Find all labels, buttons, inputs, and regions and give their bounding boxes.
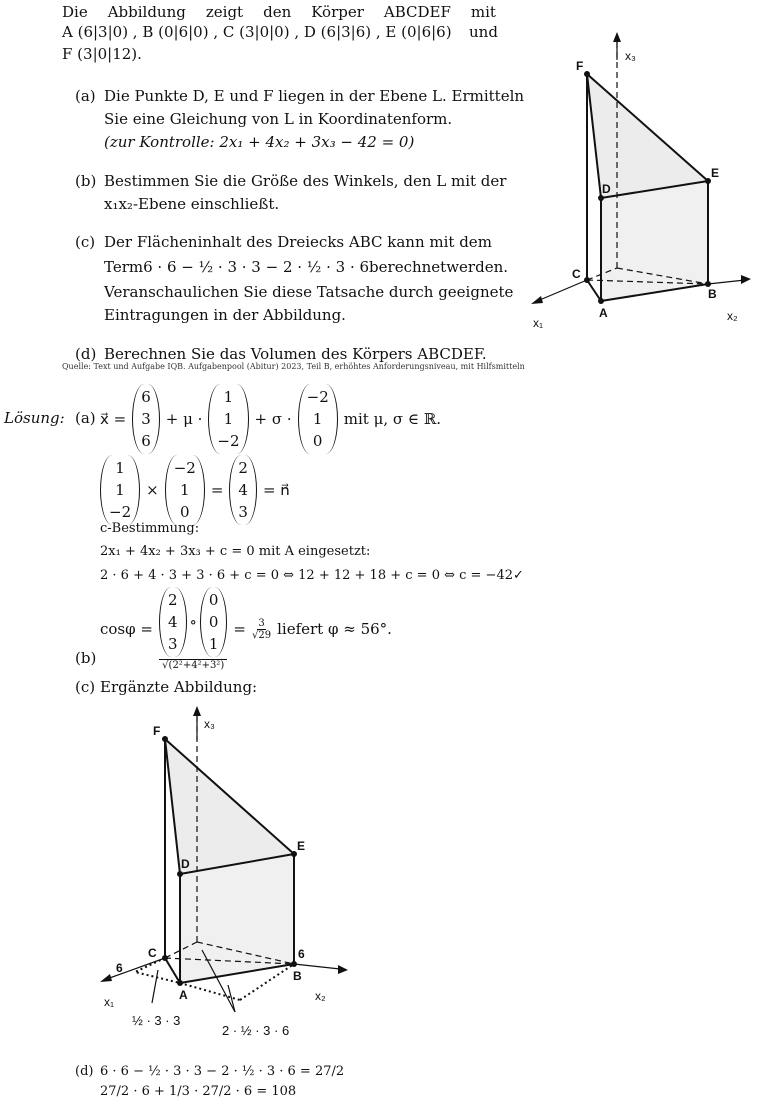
- x3-arrow: [613, 32, 621, 42]
- face-def: [165, 739, 294, 874]
- solution-c-text: Ergänzte Abbildung:: [100, 678, 258, 696]
- label-x1: x₁: [104, 995, 115, 1009]
- leader-1: [152, 970, 158, 1003]
- word: Körper: [311, 3, 364, 21]
- x1-arrow: [100, 974, 112, 982]
- sigma-term: + σ ·: [254, 410, 292, 428]
- cross-vector-a: 1 1 −2: [100, 455, 140, 525]
- word: zeigt: [205, 3, 244, 21]
- vector-support: 6 3 6: [132, 384, 160, 454]
- task-c-line-1: Der Flächeninhalt des Dreiecks ABC kann mit dem: [104, 233, 492, 251]
- label-a: A: [179, 988, 188, 1002]
- task-c-line-4: Eintragungen in der Abbildung.: [104, 306, 346, 324]
- figure-solid-bottom: [90, 700, 370, 1055]
- task-b-label: (b): [75, 172, 97, 190]
- cos-fraction: [159, 587, 227, 671]
- edge-ca: [587, 280, 601, 301]
- intro-line-2: A (6|3|0) , B (0|6|0) , C (3|0|0) , D (6|3|6) , E (0|6|6): [62, 23, 452, 41]
- task-b-line-1: Bestimmen Sie die Größe des Winkels, den L mit der: [104, 172, 507, 190]
- word: berechnet: [369, 258, 447, 276]
- label-x2: x₂: [315, 989, 326, 1003]
- intro-line-2-end: und: [469, 23, 498, 41]
- task-a-line-1: Die Punkte D, E und F liegen in der Ebene L. Ermitteln: [104, 87, 525, 105]
- normal-label: = n⃗: [262, 481, 290, 499]
- solution-c-label: (c): [75, 678, 96, 696]
- x3-arrow: [193, 706, 201, 716]
- tick-x1-6: 6: [116, 961, 123, 975]
- word: ABCDEF: [383, 3, 451, 21]
- word: mit: [470, 3, 496, 21]
- point-c: [162, 955, 168, 961]
- x-vector: x⃗ =: [100, 410, 127, 428]
- x2-arrow: [741, 275, 751, 284]
- figure-solid-top: [525, 30, 755, 340]
- equals-sign: =: [233, 620, 246, 638]
- cos-label: cosφ =: [100, 620, 153, 638]
- mu-term: + μ ·: [165, 410, 203, 428]
- tick-x2-6: 6: [298, 947, 305, 961]
- label-e: E: [297, 839, 306, 853]
- label-e: E: [711, 166, 720, 180]
- label-x1: x₁: [533, 316, 544, 330]
- word: werden.: [446, 258, 508, 276]
- task-d-label: (d): [75, 345, 97, 363]
- task-a-line-2: Sie eine Gleichung von L in Koordinatenform.: [104, 110, 453, 128]
- label-d: D: [602, 182, 611, 196]
- point-f: [162, 736, 168, 742]
- point-f: [584, 71, 590, 77]
- angle-result: liefert φ ≈ 56°.: [277, 620, 392, 638]
- task-c-line-2: [104, 255, 508, 279]
- label-d: D: [181, 857, 190, 871]
- point-a: [177, 980, 183, 986]
- intro-line-3: F (3|0|12).: [62, 45, 142, 63]
- x1-axis: [104, 958, 165, 980]
- task-a-label: (a): [75, 87, 96, 105]
- word: Abbildung: [107, 3, 186, 21]
- annotation-large-triangles: 2 · ½ · 3 · 6: [222, 1023, 290, 1038]
- label-b: B: [708, 287, 717, 301]
- vector-direction-1: 1 1 −2: [208, 384, 248, 454]
- c-line-1: 2x₁ + 4x₂ + 3x₃ + c = 0 mit A eingesetzt:: [100, 544, 371, 559]
- solution-d-label: (d): [75, 1064, 94, 1079]
- angle-formula: [100, 586, 392, 672]
- dot-sign: ∘: [189, 613, 197, 631]
- c-line-2: 2 · 6 + 4 · 3 + 3 · 6 + c = 0 ⇔ 12 + 12 + 18 + c = 0 ⇔ c = −42✓: [100, 568, 524, 583]
- point-b: [291, 961, 297, 967]
- task-c-label: (c): [75, 233, 96, 251]
- param-domain: mit μ, σ ∈ ℝ.: [343, 410, 441, 428]
- solution-b-label: (b): [75, 649, 97, 667]
- cos-denominator: √(2²+4²+3²): [162, 660, 225, 671]
- label-b: B: [293, 969, 302, 983]
- label-x2: x₂: [727, 309, 738, 323]
- equals-sign: =: [210, 481, 224, 499]
- label-f: F: [153, 724, 161, 738]
- solution-d-line-2: 27/2 · 6 + 1/3 · 27/2 · 6 = 108: [100, 1084, 297, 1099]
- solution-d-line-1: 6 · 6 − ½ · 3 · 3 − 2 · ½ · 3 · 6 = 27/2: [100, 1064, 345, 1079]
- solution-heading: Lösung:: [4, 409, 65, 427]
- face-def: [587, 74, 708, 198]
- x1-arrow: [531, 296, 543, 304]
- normal-vector: 2 4 3: [229, 455, 257, 525]
- term: 6 · 6 − ½ · 3 · 3 − 2 · ½ · 3 · 6: [143, 258, 370, 276]
- vector-direction-2: −2 1 0: [298, 384, 338, 454]
- times-sign: ×: [146, 481, 159, 499]
- x2-axis: [708, 280, 745, 284]
- label-f: F: [576, 59, 584, 73]
- point-c: [584, 277, 590, 283]
- plane-equation: [100, 384, 441, 454]
- task-c-line-3: Veranschaulichen Sie diese Tatsache durch geeignete: [104, 283, 514, 301]
- task-d-line-1: Berechnen Sie das Volumen des Körpers ABCDEF.: [104, 345, 487, 363]
- source-note: Quelle: Text und Aufgabe IQB. Aufgabenpool (Abitur) 2023, Teil B, erhöhtes Anforderungsniveau, mit Hilfsmitteln: [62, 362, 525, 371]
- cross-product: [100, 455, 290, 525]
- task-a-control: (zur Kontrolle: 2x₁ + 4x₂ + 3x₃ − 42 = 0): [104, 133, 415, 151]
- x1-axis: [535, 280, 587, 302]
- c-title: c-Bestimmung:: [100, 521, 200, 536]
- result-fraction: $\frac{3}{√29}$: [252, 617, 272, 641]
- x2-arrow: [338, 965, 348, 974]
- word: Die: [62, 3, 88, 21]
- label-c: C: [572, 267, 581, 281]
- dot-vector-a: 2 4 3: [159, 587, 187, 657]
- solution-a-label: (a): [75, 409, 96, 427]
- word: Term: [104, 258, 144, 276]
- point-a: [598, 298, 604, 304]
- cross-vector-b: −2 1 0: [165, 455, 205, 525]
- point-d: [177, 871, 183, 877]
- label-x3: x₃: [625, 49, 636, 63]
- label-a: A: [599, 306, 608, 320]
- annotation-small-triangle: ½ · 3 · 3: [132, 1013, 181, 1028]
- word: den: [263, 3, 292, 21]
- task-b-line-2: x₁x₂-Ebene einschließt.: [104, 195, 280, 213]
- label-x3: x₃: [204, 717, 215, 731]
- label-c: C: [148, 946, 157, 960]
- dot-vector-b: 0 0 1: [200, 587, 228, 657]
